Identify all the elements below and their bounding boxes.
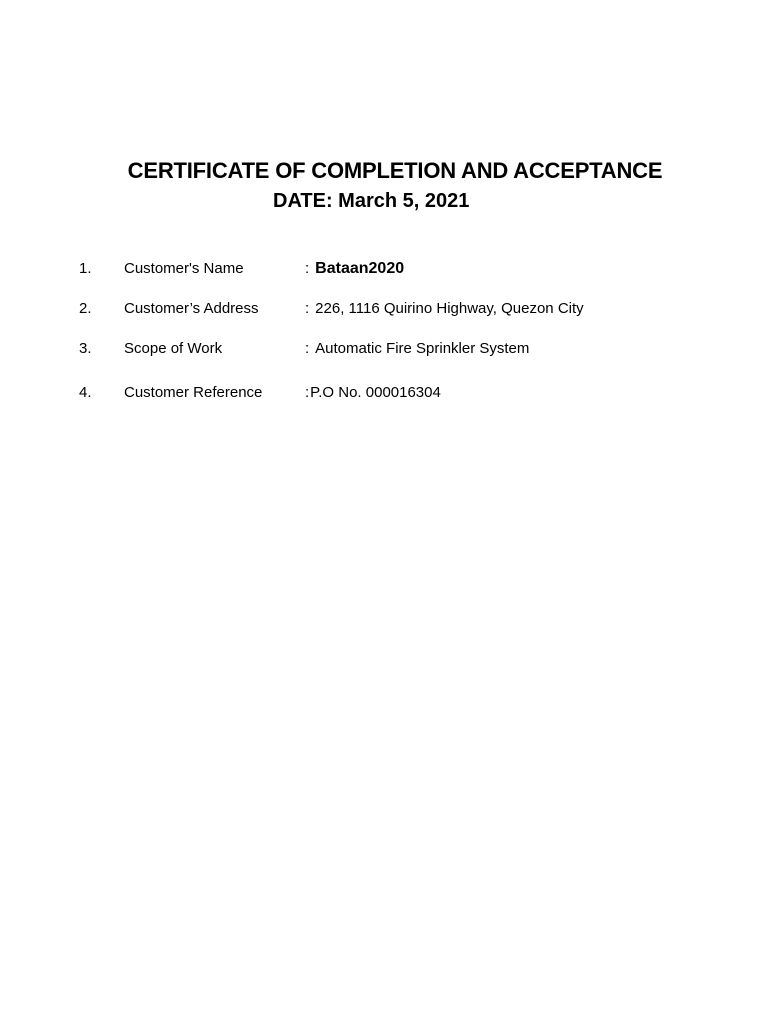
- customer-address-value: 226, 1116 Quirino Highway, Quezon City: [315, 300, 584, 317]
- field-label: Customer’s Address: [124, 300, 259, 317]
- field-number: 3.: [79, 340, 92, 357]
- field-number: 4.: [79, 384, 92, 401]
- field-separator: :: [305, 300, 310, 317]
- document-date: DATE: March 5, 2021: [273, 190, 470, 212]
- field-row-customer-address: [0, 300, 768, 324]
- scope-of-work-value: Automatic Fire Sprinkler System: [315, 340, 530, 357]
- field-row-scope-of-work: [0, 340, 768, 364]
- field-value-container: [305, 384, 441, 401]
- field-number: 1.: [79, 260, 92, 277]
- field-value-container: [305, 260, 404, 278]
- field-label: Scope of Work: [124, 340, 223, 357]
- field-value-container: [305, 300, 584, 317]
- field-number: 2.: [79, 300, 92, 317]
- field-value-container: [305, 340, 529, 357]
- customer-name-value: Bataan2020: [315, 260, 405, 277]
- field-row-customer-reference: [0, 384, 768, 408]
- document-title: CERTIFICATE OF COMPLETION AND ACCEPTANCE: [127, 158, 663, 183]
- field-row-customer-name: [0, 260, 768, 284]
- field-separator: :: [305, 340, 310, 357]
- field-separator: :: [305, 384, 310, 401]
- field-label: Customer Reference: [124, 384, 263, 401]
- customer-reference-value: P.O No. 000016304: [310, 384, 441, 401]
- field-label: Customer's Name: [124, 260, 244, 277]
- field-separator: :: [305, 260, 310, 277]
